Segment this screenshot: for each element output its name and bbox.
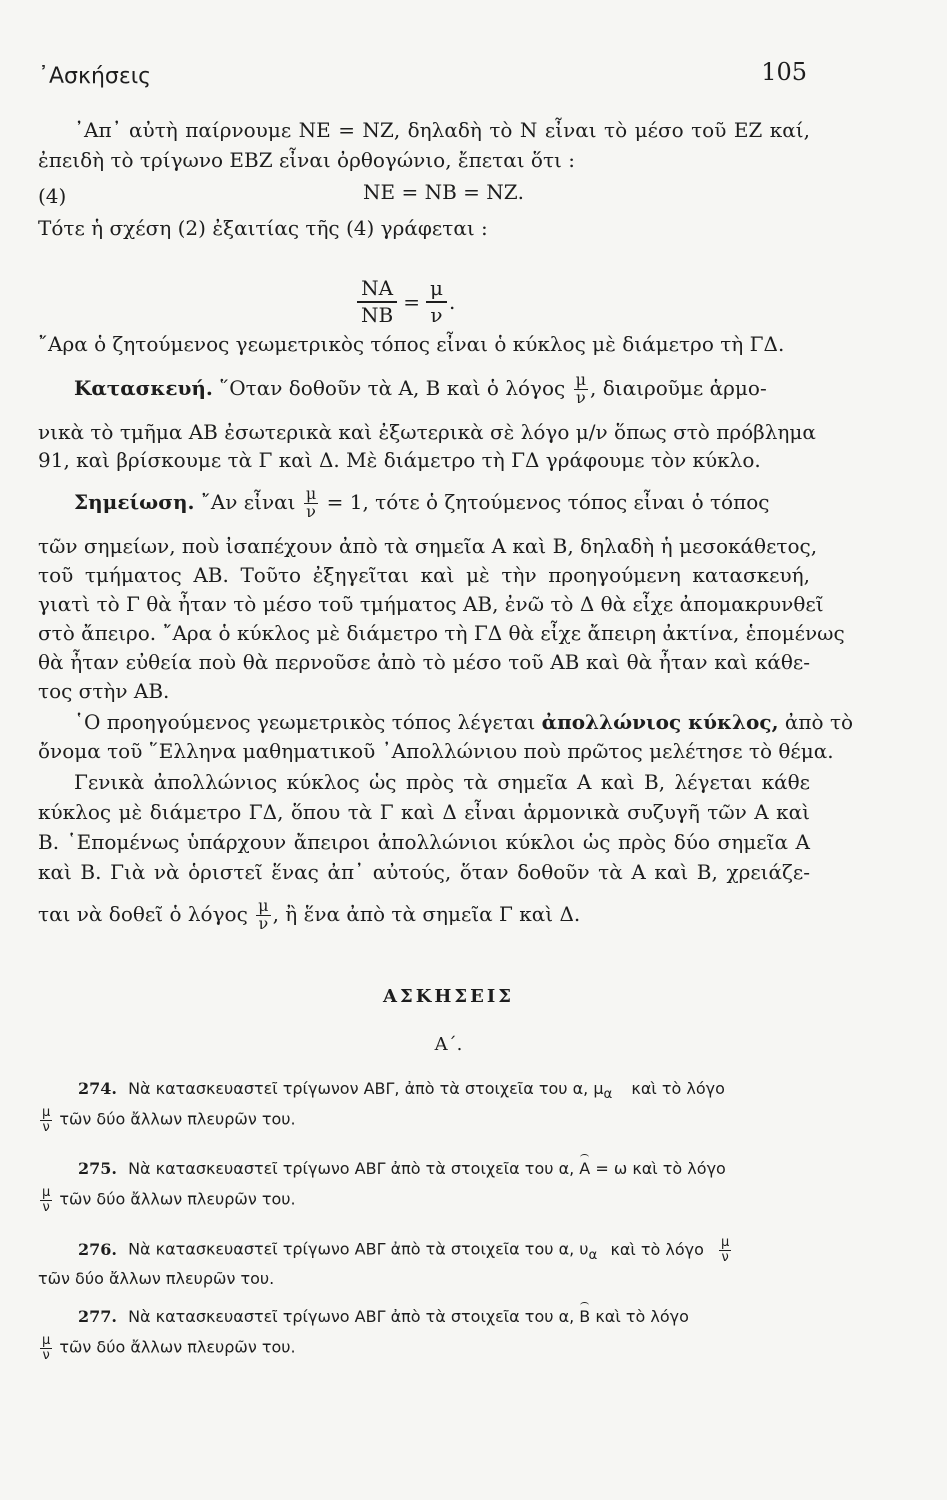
text-line: ἐπειδὴ τὸ τρίγωνο ΕΒΖ εἶναι ὀρθογώνιο, ἔπεται ὅτι : <box>38 148 575 172</box>
numerator: ΝΑ <box>357 276 397 303</box>
text-line: Β. ῾Επομένως ὑπάρχουν ἄπειροι ἀπολλώνιοι κύκλοι ὡς πρὸς δύο σημεῖα Α <box>38 830 810 854</box>
mu-over-nu-fraction: $\frac{\mu}{\nu}$ <box>721 1235 730 1265</box>
text-fragment: ῾Ο προηγούμενος γεωμετρικὸς τόπος λέγεται <box>74 710 536 734</box>
text-fragment: ῞Οταν δοθοῦν τὰ Α, Β καὶ ὁ λόγος <box>219 375 566 400</box>
mu-over-nu-fraction: $\frac{\mu}{\nu}$ <box>575 370 587 407</box>
mu-over-nu-fraction: $\frac{\mu}{\nu}$ <box>42 1105 51 1135</box>
exercise-text: τῶν δύο ἄλλων πλευρῶν του. <box>59 1189 296 1209</box>
text-line: τῶν σημείων, ποὺ ἰσαπέχουν ἀπὸ τὰ σημεῖα Α καὶ Β, δηλαδὴ ἡ μεσοκάθετος, <box>38 534 818 558</box>
numerator: μ <box>426 276 447 303</box>
exercise-text: = ω καὶ τὸ λόγο <box>595 1159 726 1178</box>
text-fragment: , ἢ ἕνα ἀπὸ τὰ σημεῖα Γ καὶ Δ. <box>272 901 581 926</box>
text-line <box>38 372 810 407</box>
text-line: στὸ ἄπειρο. ῎Αρα ὁ κύκλος μὲ διάμετρο τὴ ΓΔ θὰ εἶχε ἄπειρη ἀκτίνα, ἑπομένως <box>38 621 845 645</box>
text-fragment: ται νὰ δοθεῖ ὁ λόγος <box>38 901 248 926</box>
exercise-number: 277. <box>78 1307 117 1326</box>
mu-over-nu-fraction: $\frac{\mu}{\nu}$ <box>42 1333 51 1363</box>
text-line: ὄνομα τοῦ ῞Ελληνα μαθηματικοῦ ᾿Απολλώνιου ποὺ πρῶτος μελέτησε τὸ θέμα. <box>38 739 834 763</box>
exercise-275-line-2 <box>38 1186 810 1214</box>
period: . <box>448 290 456 314</box>
denominator: ν <box>430 303 443 327</box>
text-line: Γενικὰ ἀπολλώνιος κύκλος ὡς πρὸς τὰ σημεῖα Α καὶ Β, λέγεται κάθε <box>74 770 810 794</box>
text-line: κύκλος μὲ διάμετρο ΓΔ, ὅπου τὰ Γ καὶ Δ εἶναι ἁρμονικὰ συζυγῆ τῶν Α καὶ <box>38 800 810 824</box>
mu-over-nu-fraction: $\frac{\mu}{\nu}$ <box>258 896 269 933</box>
section-heading: ΑΣΚΗΣΕΙΣ <box>383 986 514 1007</box>
exercise-text: Νὰ κατασκευαστεῖ τρίγωνο ΑΒΓ ἀπὸ τὰ στοιχεῖα του α, <box>128 1307 575 1326</box>
exercise-277 <box>38 1306 810 1328</box>
exercise-text: τῶν δύο ἄλλων πλευρῶν του. <box>59 1337 296 1357</box>
term-apollonian-circle: ἀπολλώνιος κύκλος, <box>541 710 779 734</box>
subscript: α <box>603 1087 613 1103</box>
page-number: 105 <box>761 58 807 86</box>
exercise-number: 274. <box>78 1079 117 1098</box>
exercise-text: καὶ τὸ λόγο <box>610 1239 704 1259</box>
text-line: νικὰ τὸ τμῆμα ΑΒ ἐσωτερικὰ καὶ ἐξωτερικὰ σὲ λόγο μ/ν ὅπως στὸ πρόβλημα <box>38 420 816 444</box>
running-header: ᾿Ασκήσεις <box>38 64 152 89</box>
exercise-275 <box>38 1158 810 1180</box>
text-line: 91, καὶ βρίσκουμε τὰ Γ καὶ Δ. Μὲ διάμετρο τὴ ΓΔ γράφουμε τὸν κύκλο. <box>38 448 761 472</box>
text-fragment: , διαιροῦμε ἁρμο- <box>590 375 767 400</box>
fraction <box>426 276 447 328</box>
text-fragment: ἀπὸ τὸ <box>784 710 854 734</box>
exercise-number: 275. <box>78 1159 117 1178</box>
angle-symbol: Β <box>579 1307 591 1326</box>
text-line: Τότε ἡ σχέση (2) ἐξαιτίας τῆς (4) γράφεται : <box>38 216 488 240</box>
text-line: θὰ ἦταν εὐθεία ποὺ θὰ περνοῦσε ἀπὸ τὸ μέσο τοῦ ΑΒ καὶ θὰ ἦταν καὶ κάθε- <box>38 650 810 674</box>
ratio-equation <box>357 276 455 328</box>
paragraph-label: Κατασκευή. <box>74 375 213 400</box>
exercise-277-line-2 <box>38 1334 810 1362</box>
exercise-274 <box>38 1078 810 1106</box>
text-line <box>38 898 810 933</box>
exercise-number: 276. <box>78 1239 117 1259</box>
exercise-text: καὶ τὸ λόγο <box>595 1307 689 1326</box>
text-line <box>38 708 854 736</box>
paragraph-label: Σημείωση. <box>74 489 195 514</box>
mu-over-nu-fraction: $\frac{\mu}{\nu}$ <box>305 484 317 521</box>
text-line: καὶ Β. Γιὰ νὰ ὁριστεῖ ἕνας ἀπ᾿ αὐτούς, ὅταν δοθοῦν τὰ Α καὶ Β, χρειάζε- <box>38 860 810 884</box>
text-line: ῎Αρα ὁ ζητούμενος γεωμετρικὸς τόπος εἶναι ὁ κύκλος μὲ διάμετρο τὴ ΓΔ. <box>38 332 785 356</box>
angle-symbol: Α <box>579 1159 591 1178</box>
exercise-text: τῶν δύο ἄλλων πλευρῶν του. <box>59 1109 296 1129</box>
exercise-276-line-2: τῶν δύο ἄλλων πλευρῶν του. <box>38 1269 275 1288</box>
exercise-276 <box>38 1236 810 1267</box>
text-fragment: = 1, τότε ὁ ζητούμενος τόπος εἶναι ὁ τόπος <box>326 489 770 514</box>
exercise-text: Νὰ κατασκευαστεῖ τρίγωνο ΑΒΓ ἀπὸ τὰ στοιχεῖα του α, <box>128 1159 575 1178</box>
exercise-274-line-2 <box>38 1106 810 1134</box>
fraction <box>357 276 397 328</box>
exercise-text: Νὰ κατασκευαστεῖ τρίγωνο ΑΒΓ ἀπὸ τὰ στοιχεῖα του α, υ <box>128 1239 589 1259</box>
equation-label: (4) <box>38 184 67 208</box>
equation: ΝΕ = ΝΒ = ΝΖ. <box>363 180 524 204</box>
text-line <box>38 486 810 521</box>
exercise-text: καὶ τὸ λόγο <box>631 1079 725 1098</box>
subscript: α <box>588 1247 598 1263</box>
subsection-heading: Α΄. <box>434 1034 463 1055</box>
text-line: γιατὶ τὸ Γ θὰ ἦταν τὸ μέσο τοῦ τμήματος ΑΒ, ἐνῶ τὸ Δ θὰ εἶχε ἀπομακρυνθεῖ <box>38 592 824 616</box>
mu-over-nu-fraction: $\frac{\mu}{\nu}$ <box>42 1185 51 1215</box>
denominator: ΝΒ <box>361 303 394 327</box>
exercise-text: Νὰ κατασκευαστεῖ τρίγωνον ΑΒΓ, ἀπὸ τὰ στοιχεῖα του α, μ <box>128 1079 604 1098</box>
text-line: τος στὴν ΑΒ. <box>38 679 170 703</box>
text-line: ᾿Απ᾿ αὐτὴ παίρνουμε ΝΕ = ΝΖ, δηλαδὴ τὸ Ν εἶναι τὸ μέσο τοῦ ΕΖ καί, <box>74 118 810 142</box>
equals-sign: = <box>403 290 420 314</box>
text-fragment: ῎Αν εἶναι <box>200 489 296 514</box>
text-line: τοῦ τμήματος ΑΒ. Τοῦτο ἐξηγεῖται καὶ μὲ τὴν προηγούμενη κατασκευή, <box>38 563 810 587</box>
